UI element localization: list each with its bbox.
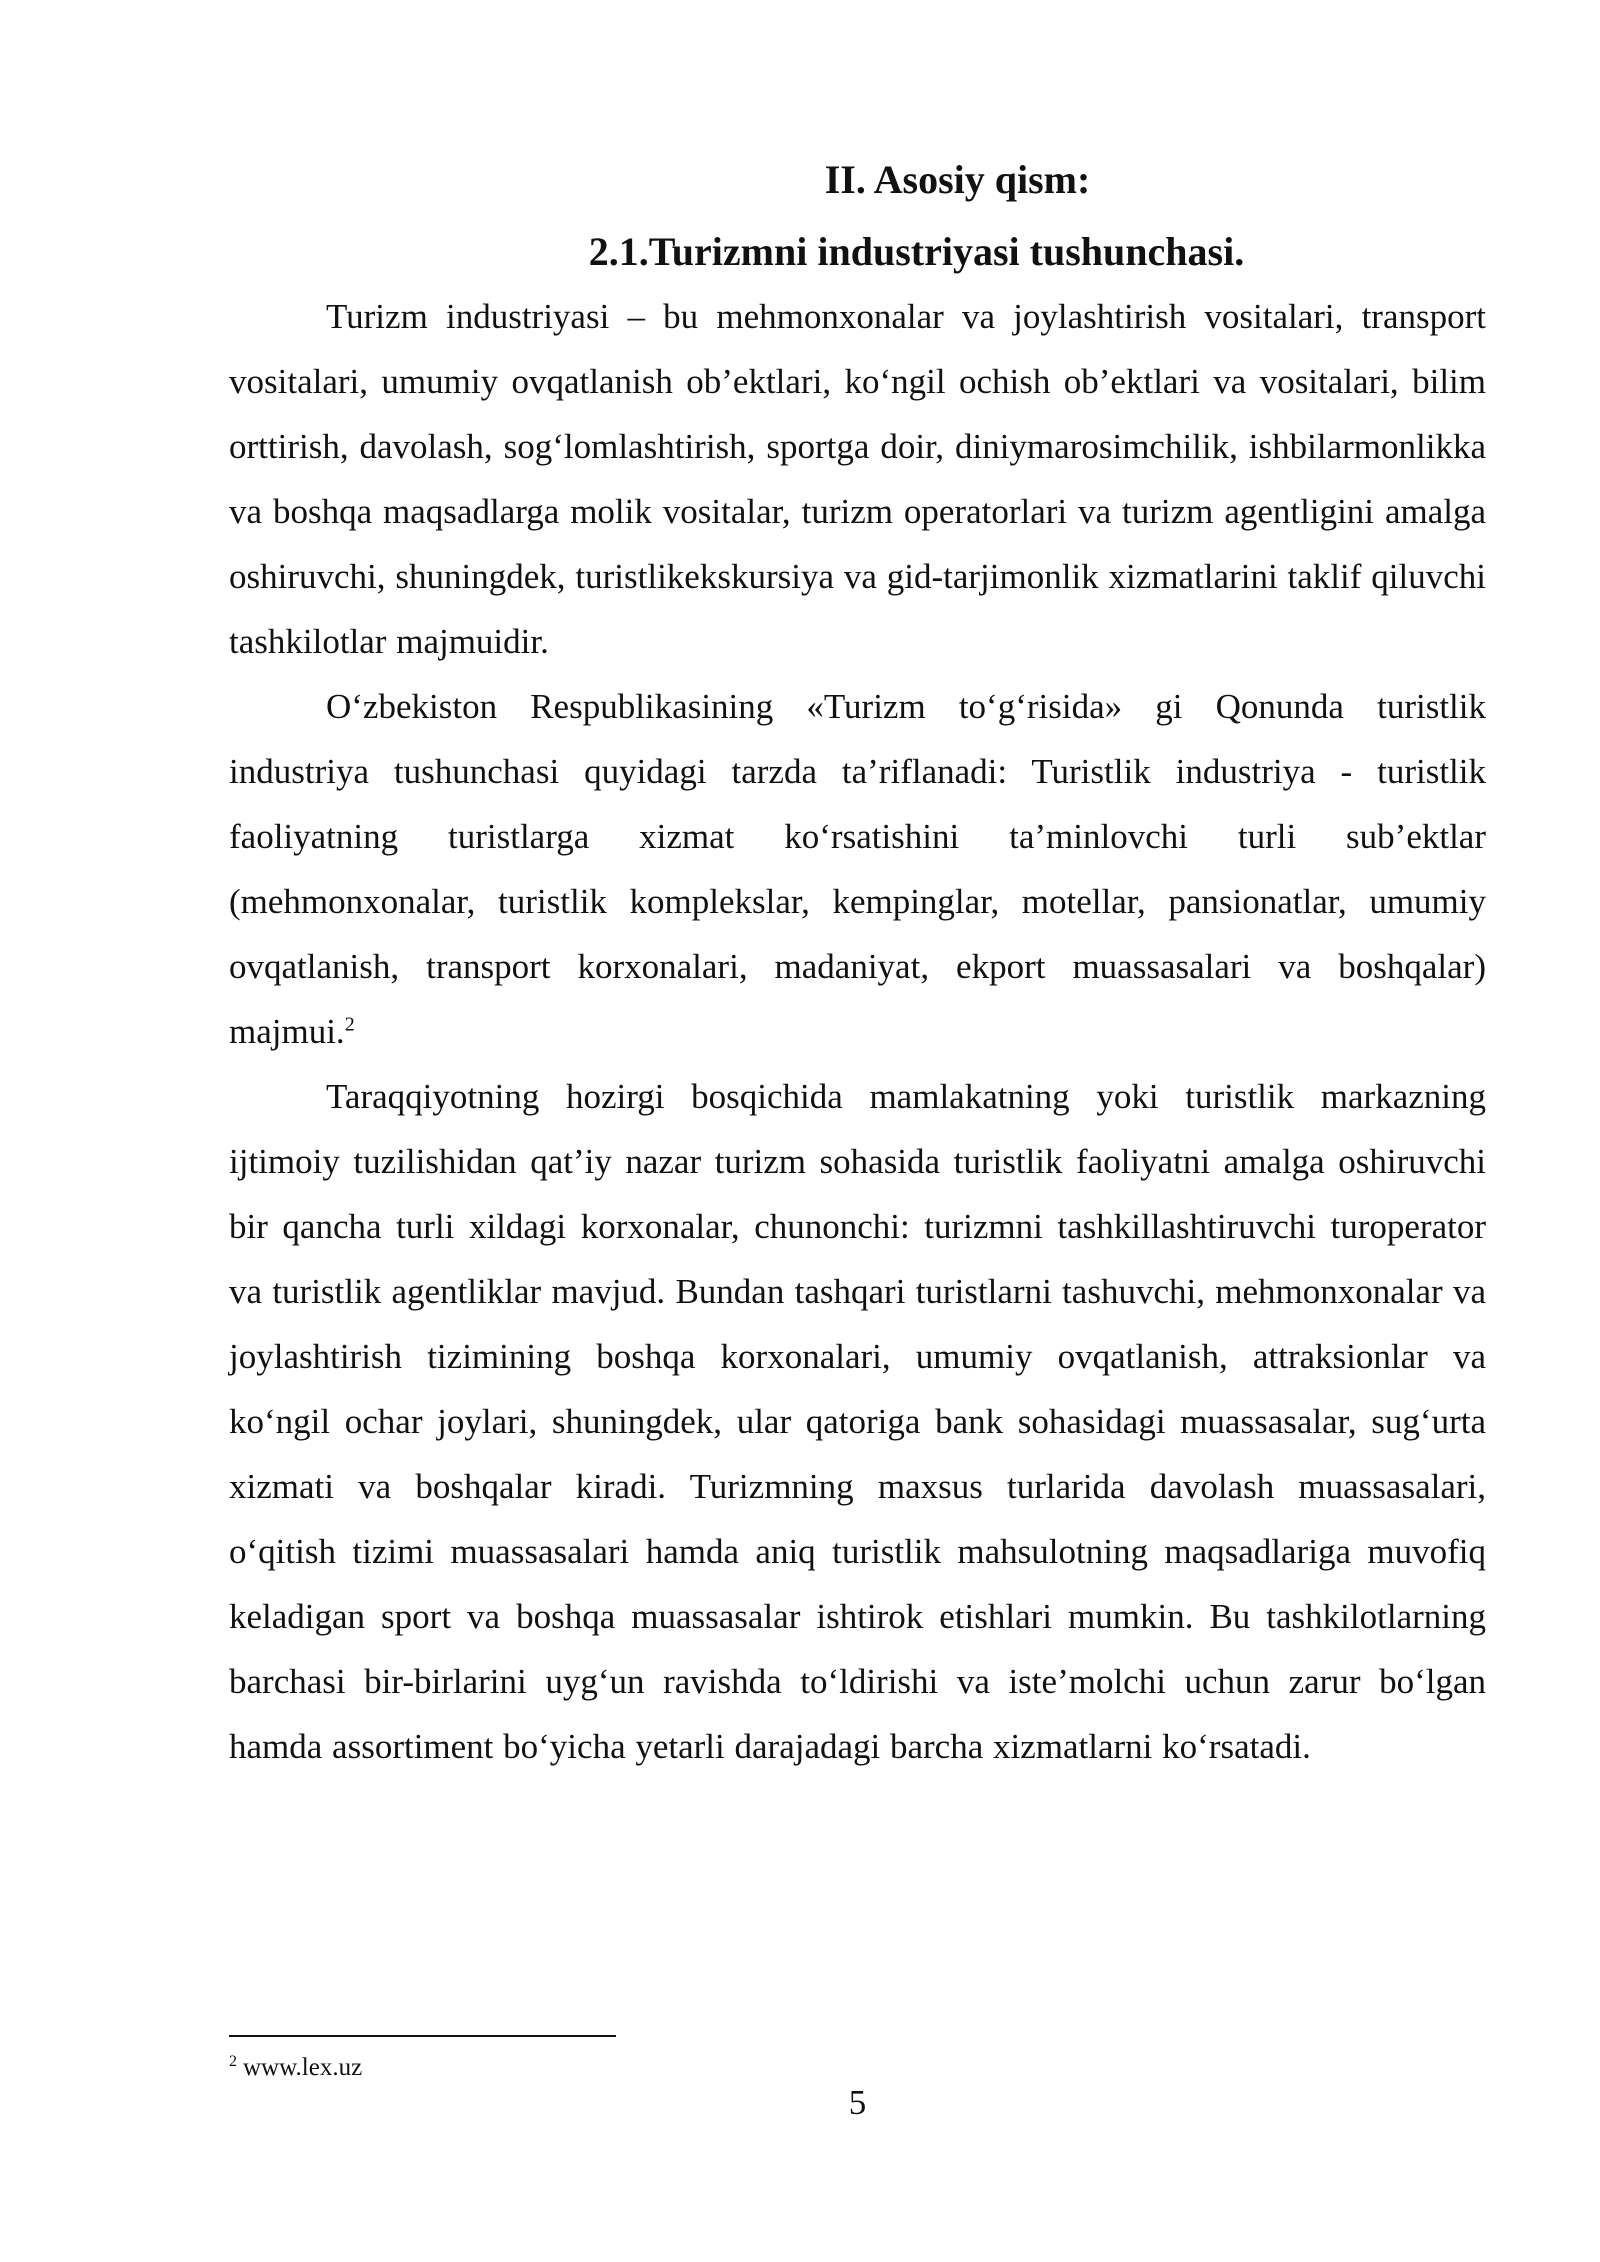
footnote bbox=[229, 2052, 362, 2084]
footnote-number: 2 bbox=[229, 2052, 237, 2070]
footnote-text: www.lex.uz bbox=[243, 2054, 363, 2081]
footnote-separator bbox=[229, 2035, 616, 2037]
section-heading: II. Asosiy qism: bbox=[824, 157, 1091, 202]
paragraph-3-text: Taraqqiyotning hozirgi bosqichida mamlakatning yoki turistlik markazning ijtimoiy tuzilishidan qat’iy nazar turizm sohasida turistlik faoliyatni amalga oshiruvchi bir qancha turli xildagi korxonalar, chunonchi: turizmni tashkillashtiruvchi turoperator va turistlik agentliklar mavjud. Bundan tashqari turistlarni tashuvchi, mehmonxonalar va joylashtirish tizimining boshqa korxonalari, umumiy ovqatlanish, attraksionlar va ko‘ngil ochar joylari, shuningdek, ular qatoriga bank sohasidagi muassasalar, sug‘urta xizmati va boshqalar kiradi. Turizmning maxsus turlarida davolash muassasalari, o‘qitish tizimi muassasalari hamda aniq turistlik mahsulotning maqsadlariga muvofiq keladigan sport va boshqa muassasalar ishtirok etishlari mumkin. Bu tashkilotlarning barchasi bir-birlarini uyg‘un ravishda to‘ldirishi va iste’molchi uchun zarur bo‘lgan hamda assortiment bo‘yicha yetarli darajadagi barcha xizmatlarni ko‘rsatadi. bbox=[229, 1077, 1486, 1766]
footnote-reference[interactable]: 2 bbox=[344, 1013, 355, 1036]
paragraph-2 bbox=[229, 674, 1486, 1064]
subsection-heading: 2.1.Turizmni industriyasi tushunchasi. bbox=[588, 229, 1245, 274]
paragraph-1 bbox=[229, 284, 1486, 674]
paragraph-3 bbox=[229, 1064, 1486, 1779]
page-body bbox=[229, 150, 1486, 1779]
paragraph-2-text: O‘zbekiston Respublikasining «Turizm to‘g‘risida» gi Qonunda turistlik industriya tushunchasi quyidagi tarzda ta’riflanadi: Turistlik industriya - turistlik faoliyatning turistlarga xizmat ko‘rsatishini ta’minlovchi turli sub’ektlar (mehmonxonalar, turistlik komplekslar, kempinglar, motellar, pansionatlar, umumiy ovqatlanish, transport korxonalari, madaniyat, ekport muassasalari va boshqalar) majmui. bbox=[229, 687, 1486, 1051]
page-number: 5 bbox=[848, 2083, 867, 2122]
paragraph-1-text: Turizm industriyasi – bu mehmonxonalar va joylashtirish vositalari, transport vositalari, umumiy ovqatlanish ob’ektlari, ko‘ngil ochish ob’ektlari va vositalari, bilim orttirish, davolash, sog‘lomlashtirish, sportga doir, diniymarosimchilik, ishbilarmonlikka va boshqa maqsadlarga molik vositalar, turizm operatorlari va turizm agentligini amalga oshiruvchi, shuningdek, turistlikekskursiya va gid-tarjimonlik xizmatlarini taklif qiluvchi tashkilotlar majmuidir. bbox=[229, 297, 1486, 661]
